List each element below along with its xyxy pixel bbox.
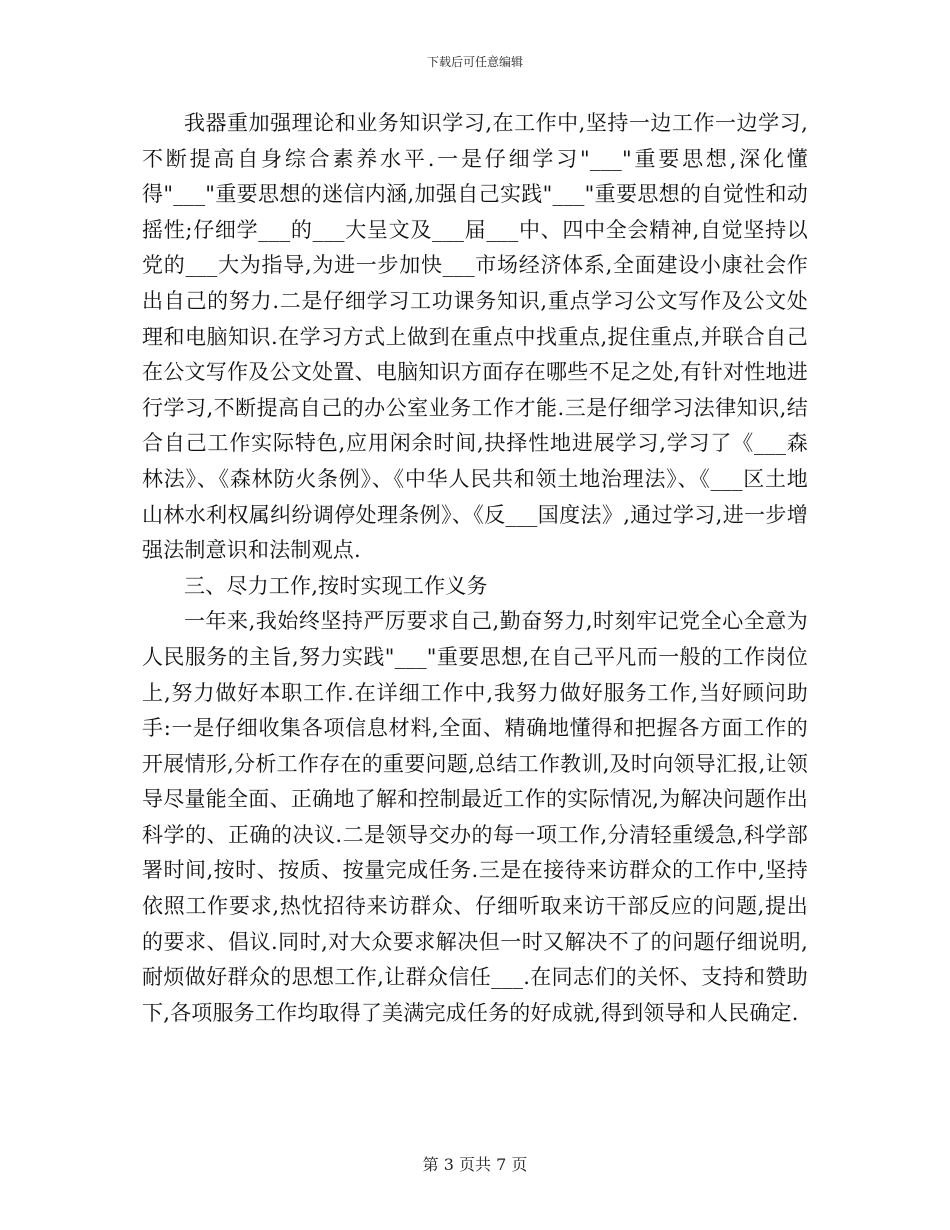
document-body bbox=[142, 106, 808, 1031]
page-footer: 第 3 页共 7 页 bbox=[422, 1155, 528, 1174]
paragraph-work: 一年来,我始终坚持严厉要求自己,勤奋努力,时刻牢记党全心全意为人民服务的主旨,努力实践"___"重要思想,在自己平凡而一般的工作岗位上,努力做好本职工作.在详细工作中,我努力做好服务工作,当好顾问助手:一是仔细收集各项信息材料,全面、精确地懂得和把握各方面工作的开展情形,分析工作存在的重要问题,总结工作教训,及时向领导汇报,让领导尽量能全面、正确地了解和控制最近工作的实际情况,为解决问题作出科学的、正确的决议.二是领导交办的每一项工作,分清轻重缓急,科学部署时间,按时、按质、按量完成任务.三是在接待来访群众的工作中,坚持依照工作要求,热忱招待来访群众、仔细听取来访干部反应的问题,提出的要求、倡议.同时,对大众要求解决但一时又解决不了的问题仔细说明,耐烦做好群众的思想工作,让群众信任___.在同志们的关怀、支持和赞助下,各项服务工作均取得了美满完成任务的好成就,得到领导和人民确定. bbox=[142, 609, 808, 1025]
page-header: 下载后可任意编辑 bbox=[426, 55, 523, 69]
paragraph-study: 我器重加强理论和业务知识学习,在工作中,坚持一边工作一边学习,不断提高自身综合素养水平.一是仔细学习"___"重要思想,深化懂得"___"重要思想的迷信内涵,加强自己实践"___"重要思想的自觉性和动摇性;仔细学___的___大呈文及___届___中、四中全会精神,自觉坚持以党的___大为指导,为进一步加快___市场经济体系,全面建设小康社会作出自己的努力.二是仔细学习工功课务知识,重点学习公文写作及公文处理和电脑知识.在学习方式上做到在重点中找重点,捉住重点,并联合自己在公文写作及公文处置、电脑知识方面存在哪些不足之处,有针对性地进行学习,不断提高自己的办公室业务工作才能.三是仔细学习法律知识,结合自己工作实际特色,应用闲余时间,抉择性地进展学习,学习了《___森林法》、《森林防火条例》、《中华人民共和领土地治理法》、《___区土地山林水利权属纠纷调停处理条例》、《反___国度法》,通过学习,进一步增强法制意识和法制观点. bbox=[142, 111, 808, 563]
section-heading-3: 三、尽力工作,按时实现工作义务 bbox=[184, 573, 488, 598]
